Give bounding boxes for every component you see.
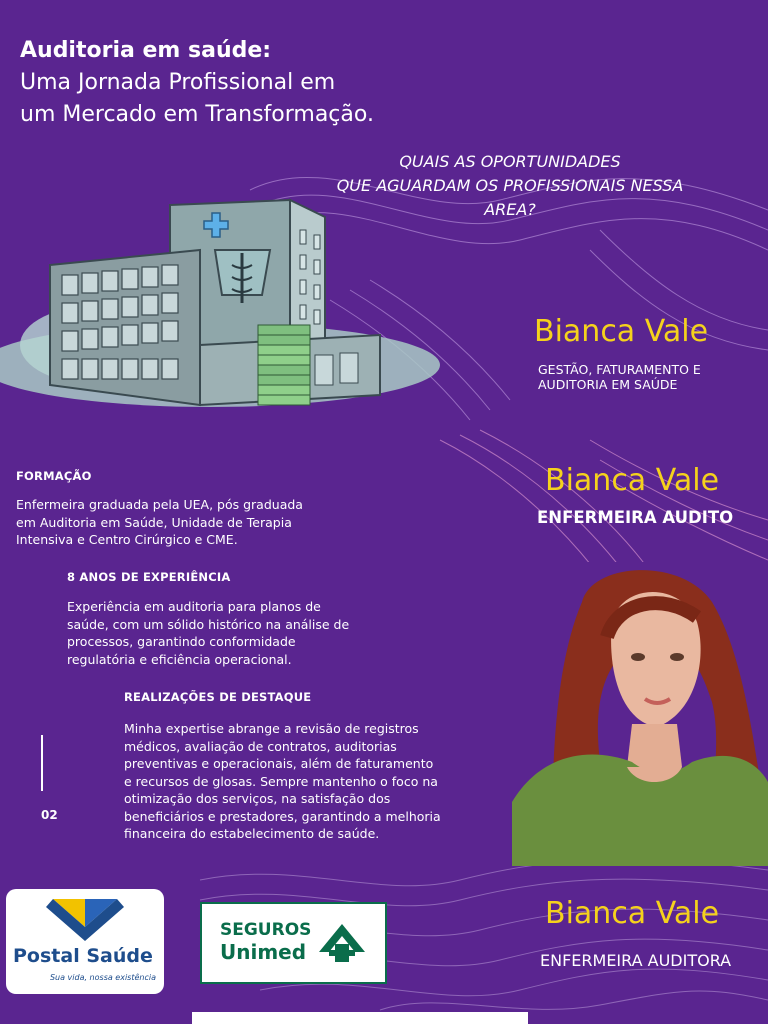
experiencia-heading: 8 ANOS DE EXPERIÊNCIA [67, 570, 231, 584]
postal-saude-logo [6, 889, 164, 994]
experiencia-line: processos, garantindo conformidade [67, 634, 296, 649]
profile-name-top: Bianca Vale [534, 314, 709, 349]
realizacoes-line: médicos, avaliação de contratos, auditorias [124, 738, 397, 754]
profile-photo [512, 562, 768, 866]
question-line-1: QUAIS AS OPORTUNIDADES [399, 152, 621, 171]
bottom-partial-logo-strip [192, 1012, 528, 1024]
formacao-text [16, 496, 346, 549]
experiencia-text [67, 598, 387, 668]
realizacoes-line: preventivas e operacionais, além de faturamento [124, 756, 434, 771]
profile-role-line-2: AUDITORIA EM SAÚDE [538, 377, 678, 392]
profile-name-bottom: Bianca Vale [545, 896, 720, 931]
page-number: 02 [41, 808, 58, 822]
profile-name-mid: Bianca Vale [545, 463, 720, 498]
postal-saude-symbol [6, 889, 164, 949]
realizacoes-line: e recursos de glosas. Sempre mantenho o foco na [124, 773, 438, 789]
unimed-line-1: SEGUROS [220, 920, 312, 940]
experiencia-line: saúde, com um sólido histórico na análise de [67, 616, 350, 632]
profile-role-line-1: GESTÃO, FATURAMENTO E [538, 362, 701, 377]
realizacoes-line: financeira do estabelecimento de saúde. [124, 826, 380, 841]
profile-role-mid: ENFERMEIRA AUDITO [537, 508, 734, 527]
profile-role-top [538, 362, 701, 392]
question-line-2: QUE AGUARDAM OS PROFISSIONAIS NESSA [336, 176, 684, 195]
postal-saude-name: Postal Saúde [13, 945, 153, 967]
unimed-line-2: Unimed [220, 940, 307, 964]
formacao-line: Intensiva e Centro Cirúrgico e CME. [16, 532, 238, 547]
postal-saude-tagline: Sua vida, nossa existência [49, 973, 156, 982]
formacao-heading: FORMAÇÃO [16, 469, 92, 483]
experiencia-line: regulatória e eficiência operacional. [67, 651, 292, 667]
realizacoes-line: Minha expertise abrange a revisão de registros [124, 721, 419, 736]
formacao-line: Enfermeira graduada pela UEA, pós graduada [16, 497, 303, 512]
realizacoes-heading: REALIZAÇÕES DE DESTAQUE [124, 690, 312, 704]
question-line-3: AREA? [484, 200, 536, 219]
experiencia-line: Experiência em auditoria para planos de [67, 599, 321, 614]
formacao-line: em Auditoria em Saúde, Unidade de Terapia [16, 514, 292, 530]
hospital-illustration [0, 195, 445, 425]
page-title: Auditoria em saúde: [20, 38, 272, 63]
subtitle-line-2: um Mercado em Transformação. [20, 102, 374, 127]
realizacoes-text [124, 720, 464, 843]
unimed-tree-icon [317, 922, 367, 962]
subtitle-line-1: Uma Jornada Profissional em [20, 70, 336, 95]
portrait-illustration [512, 562, 768, 866]
profile-role-bottom: ENFERMEIRA AUDITORA [540, 951, 732, 970]
realizacoes-line: beneficiários e prestadores, garantindo a melhoria [124, 808, 441, 824]
realizacoes-line: otimização dos serviços, na satisfação dos [124, 791, 391, 806]
page-divider-line [41, 735, 43, 791]
seguros-unimed-logo [200, 902, 387, 984]
